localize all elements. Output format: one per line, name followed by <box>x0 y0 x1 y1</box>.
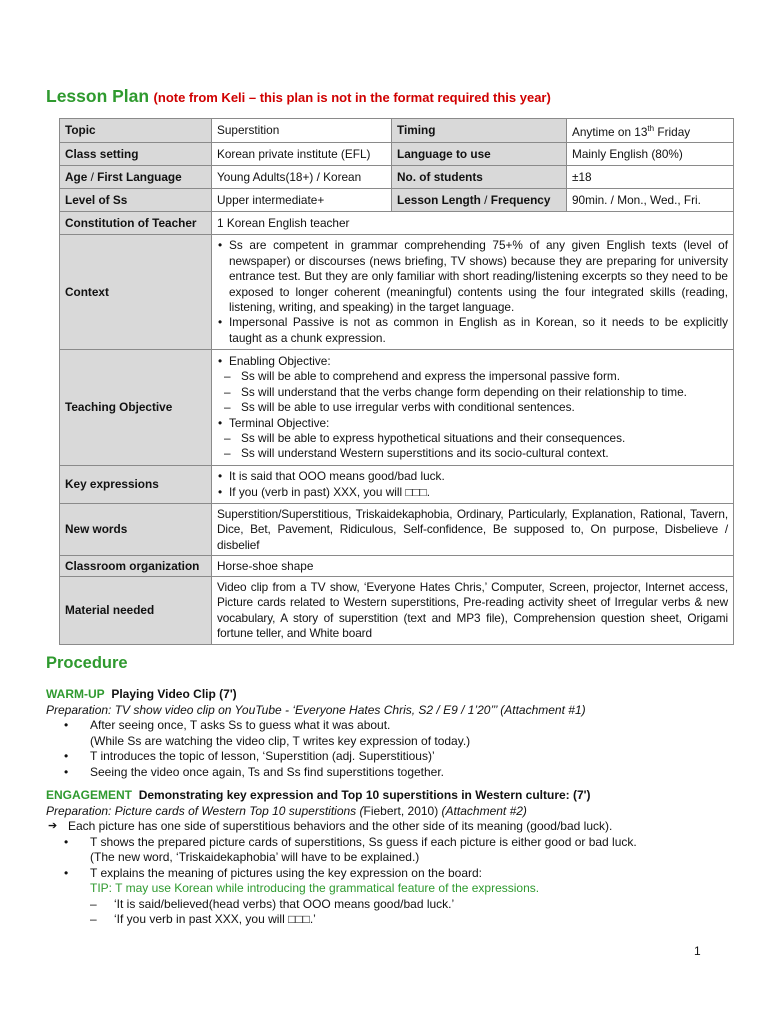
organization-value: Horse-shoe shape <box>212 556 734 577</box>
objective-label: Teaching Objective <box>60 350 212 466</box>
students-value: ±18 <box>567 166 734 189</box>
class-setting-value: Korean private institute (EFL) <box>212 143 392 166</box>
list-item: – Ss will be able to use irregular verbs with conditional sentences. <box>217 400 728 415</box>
timing-label: Timing <box>392 119 567 143</box>
list-item: – Ss will understand Western superstitions and its socio-cultural context. <box>217 446 728 461</box>
engagement-header <box>46 788 736 804</box>
students-label: No. of students <box>392 166 567 189</box>
list-item: – Ss will be able to comprehend and express the impersonal passive form. <box>217 369 728 384</box>
lesson-plan-title <box>46 86 551 107</box>
list-item: • Enabling Objective: – Ss will be able to comprehend and express the impersonal passive form. – Ss will understand that the verbs change form depending on their relationship to time. – Ss will be able to use irregular verbs with conditional sentences. <box>217 354 728 416</box>
table-row <box>60 189 734 212</box>
warmup-tag: WARM-UP <box>46 687 105 701</box>
material-label: Material needed <box>60 577 212 645</box>
table-row <box>60 577 734 645</box>
organization-label: Classroom organization <box>60 556 212 577</box>
list-item: • Seeing the video once again, Ts and Ss find superstitions together. <box>46 765 736 781</box>
table-row <box>60 166 734 189</box>
warmup-header <box>46 687 736 703</box>
procedure-heading: Procedure <box>46 654 128 672</box>
objective-value <box>212 350 734 466</box>
length-value: 90min. / Mon., Wed., Fri. <box>567 189 734 212</box>
table-row <box>60 235 734 350</box>
list-item-continuation: (While Ss are watching the video clip, T writes key expression of today.) <box>90 733 471 748</box>
class-setting-label: Class setting <box>60 143 212 166</box>
material-value: Video clip from a TV show, ‘Everyone Hates Chris,’ Computer, Screen, projector, Internet access, Picture cards related to Western superstitions, Pre-reading activity sheet of Irregular verbs & new vocabulary, A story of superstition (text and MP3 file), Comprehension question sheet, Origami fortune teller, and White board <box>212 577 734 645</box>
title-note: (note from Keli – this plan is not in the format required this year) <box>153 90 551 105</box>
new-words-value: Superstition/Superstitious, Triskaidekaphobia, Ordinary, Particularly, Explanation, Rational, Tavern, Dice, Bet, Pavement, Ridiculous, Self-confidence, Be supposed to, On purpose, Disbelieve / disbelief <box>212 504 734 556</box>
topic-value: Superstition <box>212 119 392 143</box>
list-item: – ‘It is said/believed(head verbs) that OOO means good/bad luck.’ <box>46 897 736 913</box>
warmup-preparation: Preparation: TV show video clip on YouTube - ‘Everyone Hates Chris, S2 / E9 / 1’20’’’ (Attachment #1) <box>46 702 586 717</box>
new-words-label: New words <box>60 504 212 556</box>
list-item: – Ss will be able to express hypothetical situations and their consequences. <box>217 431 728 446</box>
title-main: Lesson Plan <box>46 86 150 106</box>
key-expressions-label: Key expressions <box>60 466 212 504</box>
table-row <box>60 143 734 166</box>
table-row <box>60 556 734 577</box>
age-label: Age / First Language <box>60 166 212 189</box>
age-value: Young Adults(18+) / Korean <box>212 166 392 189</box>
engagement-preparation: Preparation: Picture cards of Western Top 10 superstitions (Fiebert, 2010) (Attachment #2) <box>46 803 527 818</box>
language-label: Language to use <box>392 143 567 166</box>
timing-value: Anytime on 13th Friday <box>567 119 734 143</box>
list-item: • Terminal Objective: – Ss will be able to express hypothetical situations and their consequences. – Ss will understand Western superstitions and its socio-cultural context. <box>217 416 728 462</box>
warmup-title: Playing Video Clip (7') <box>111 687 237 701</box>
tip-note: TIP: T may use Korean while introducing the grammatical feature of the expressions. <box>90 881 540 895</box>
table-row <box>60 466 734 504</box>
table-row <box>60 119 734 143</box>
list-item: ➔ Each picture has one side of superstitious behaviors and the other side of its meaning (good/bad luck). <box>46 819 736 835</box>
list-item: • After seeing once, T asks Ss to guess what it was about. <box>46 718 736 734</box>
list-item: – Ss will understand that the verbs change form depending on their relationship to time. <box>217 385 728 400</box>
constitution-value: 1 Korean English teacher <box>212 212 734 235</box>
list-item: • T explains the meaning of pictures using the key expression on the board: <box>46 866 736 882</box>
engagement-section <box>46 788 736 928</box>
list-item: • Impersonal Passive is not as common in English as in Korean, so it needs to be explicitly taught as a chunk expression. <box>217 315 728 346</box>
table-row <box>60 504 734 556</box>
list-item-continuation: (The new word, ‘Triskaidekaphobia’ will have to be explained.) <box>90 850 420 864</box>
context-label: Context <box>60 235 212 350</box>
warmup-section <box>46 687 736 780</box>
level-value: Upper intermediate+ <box>212 189 392 212</box>
list-item: • It is said that OOO means good/bad luck. <box>217 469 728 484</box>
engagement-tag: ENGAGEMENT <box>46 788 133 802</box>
engagement-title: Demonstrating key expression and Top 10 superstitions in Western culture: (7') <box>138 788 591 802</box>
lesson-plan-table <box>59 118 734 645</box>
constitution-label: Constitution of Teacher <box>60 212 212 235</box>
key-expressions-value <box>212 466 734 504</box>
list-item: • T introduces the topic of lesson, ‘Superstition (adj. Superstitious)’ <box>46 749 736 765</box>
language-value: Mainly English (80%) <box>567 143 734 166</box>
list-item: • Ss are competent in grammar comprehending 75+% of any given English texts (level of newspaper) or discourses (news briefing, TV shows) because they are preparing for university entrance test. But they are only familiar with short reading/listening excerpts so they need to be exposed to longer coherent (meaningful) contents using the four integrated skills (reading, listening, writing, and speaking) in the target language. <box>217 238 728 315</box>
table-row <box>60 212 734 235</box>
list-item: • T shows the prepared picture cards of superstitions, Ss guess if each picture is either good or bad luck. <box>46 835 736 851</box>
topic-label: Topic <box>60 119 212 143</box>
list-item: • If you (verb in past) XXX, you will □□□. <box>217 485 728 500</box>
page-number: 1 <box>694 944 701 958</box>
level-label: Level of Ss <box>60 189 212 212</box>
list-item: – ‘If you verb in past XXX, you will □□□.’ <box>46 912 736 928</box>
length-label: Lesson Length / Frequency <box>392 189 567 212</box>
context-value <box>212 235 734 350</box>
table-row <box>60 350 734 466</box>
